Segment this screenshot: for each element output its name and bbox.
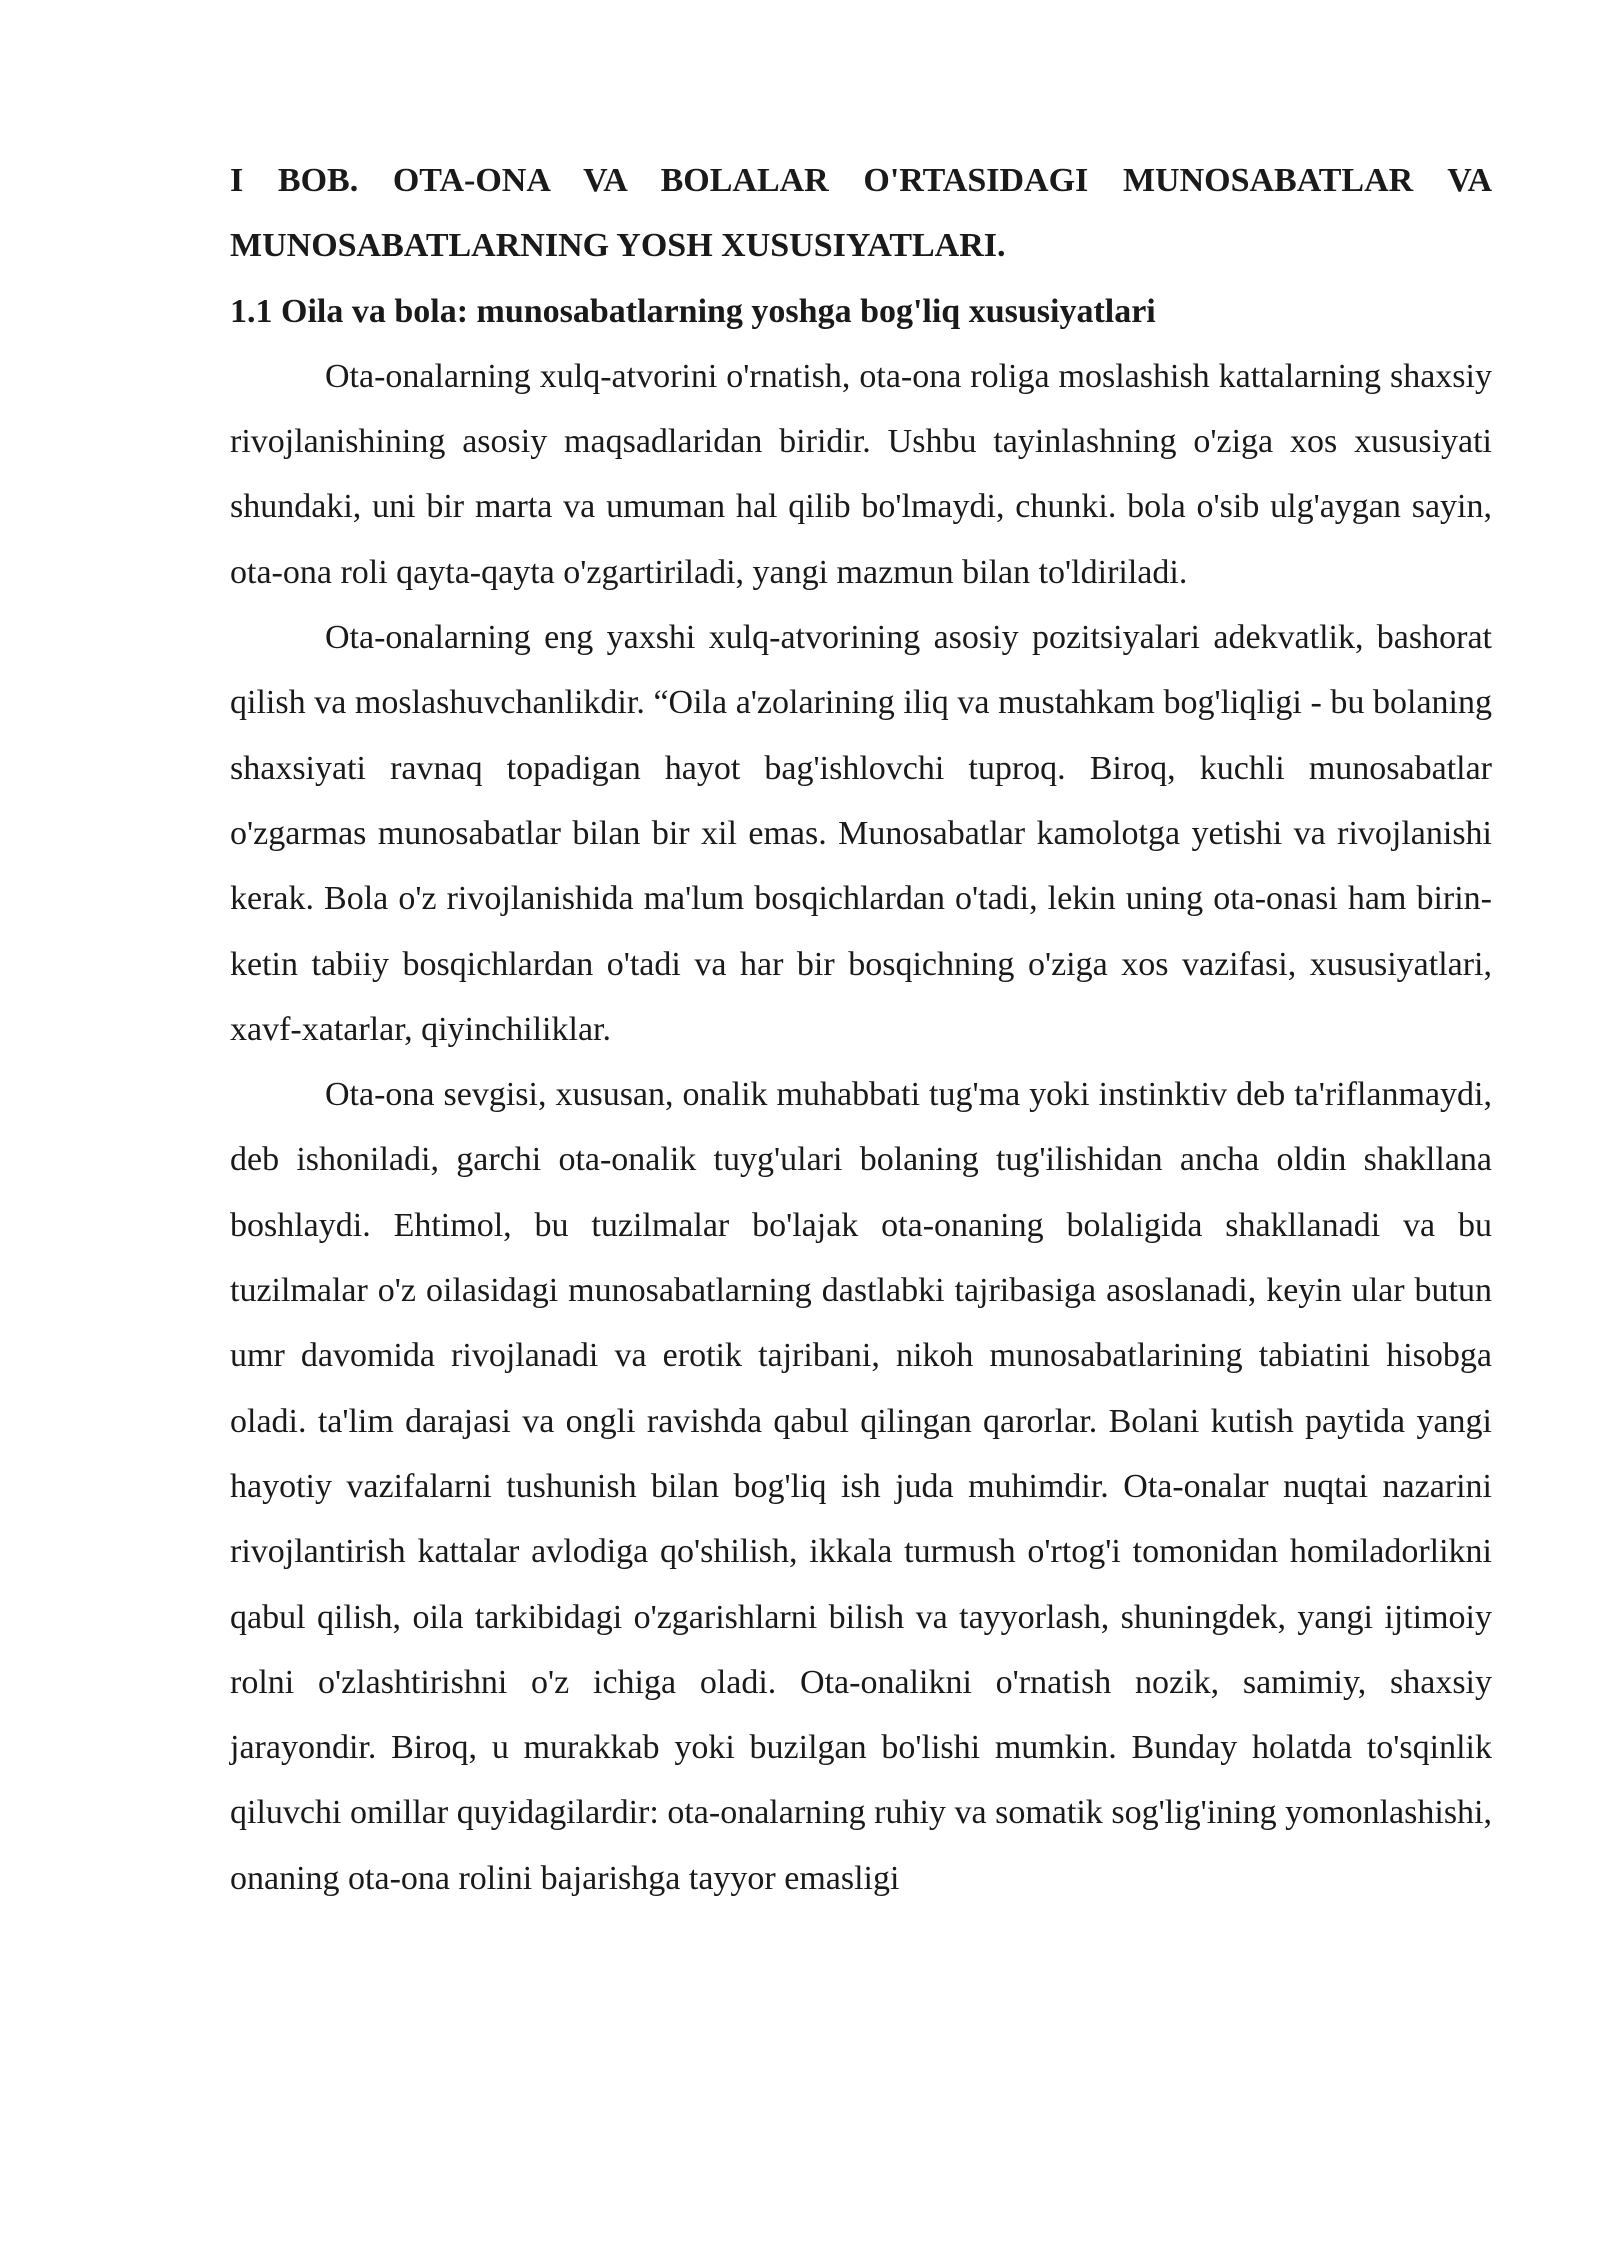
paragraph: Ota-onalarning xulq-atvorini o'rnatish, ota-ona roliga moslashish kattalarning shaxsiy rivojlanishining asosiy maqsadlaridan biridir. Ushbu tayinlashning o'ziga xos xususiyati shundaki, uni bir marta va umuman hal qilib bo'lmaydi, chunki. bola o'sib ulg'aygan sayin, ota-ona roli qayta-qayta o'zgartiriladi, yangi mazmun bilan to'ldiriladi.: [230, 357, 1492, 591]
paragraph: Ota-onalarning eng yaxshi xulq-atvorining asosiy pozitsiyalari adekvatlik, bashorat qilish va moslashuvchanlikdir. “Oila a'zolarining iliq va mustahkam bog'liqligi - bu bolaning shaxsiyati ravnaq topadigan hayot bag'ishlovchi tuproq. Biroq, kuchli munosabatlar o'zgarmas munosabatlar bilan bir xil emas. Munosabatlar kamolotga yetishi va rivojlanishi kerak. Bola o'z rivojlanishida ma'lum bosqichlardan o'tadi, lekin uning ota-onasi ham birin-ketin tabiiy bosqichlardan o'tadi va har bir bosqichning o'ziga xos vazifasi, xususiyatlari, xavf-xatarlar, qiyinchiliklar.: [230, 619, 1492, 1048]
paragraph: Ota-ona sevgisi, xususan, onalik muhabbati tug'ma yoki instinktiv deb ta'riflanmaydi, deb ishoniladi, garchi ota-onalik tuyg'ulari bolaning tug'ilishidan ancha oldin shakllana boshlaydi. Ehtimol, bu tuzilmalar bo'lajak ota-onaning bolaligida shakllanadi va bu tuzilmalar o'z oilasidagi munosabatlarning dastlabki tajribasiga asoslanadi, keyin ular butun umr davomida rivojlanadi va erotik tajribani, nikoh munosabatlarining tabiatini hisobga oladi. ta'lim darajasi va ongli ravishda qabul qilingan qarorlar. Bolani kutish paytida yangi hayotiy vazifalarni tushunish bilan bog'liq ish juda muhimdir. Ota-onalar nuqtai nazarini rivojlantirish kattalar avlodiga qo'shilish, ikkala turmush o'rtog'i tomonidan homiladorlikni qabul qilish, oila tarkibidagi o'zgarishlarni bilish va tayyorlash, shuningdek, yangi ijtimoiy rolni o'zlashtirishni o'z ichiga oladi. Ota-onalikni o'rnatish nozik, samimiy, shaxsiy jarayondir. Biroq, u murakkab yoki buzilgan bo'lishi mumkin. Bunday holatda to'sqinlik qiluvchi omillar quyidagilardir: ota-onalarning ruhiy va somatik sog'lig'ining yomonlashishi, onaning ota-ona rolini bajarishga tayyor emasligi: [230, 1076, 1492, 1897]
document-body: [230, 148, 1492, 1911]
section-title: 1.1 Oila va bola: munosabatlarning yoshga bog'liq xususiyatlari: [230, 292, 1156, 330]
chapter-title: I BOB. OTA-ONA VA BOLALAR O'RTASIDAGI MUNOSABATLAR VA MUNOSABATLARNING YOSH XUSUSIYATLARI.: [230, 162, 1492, 265]
